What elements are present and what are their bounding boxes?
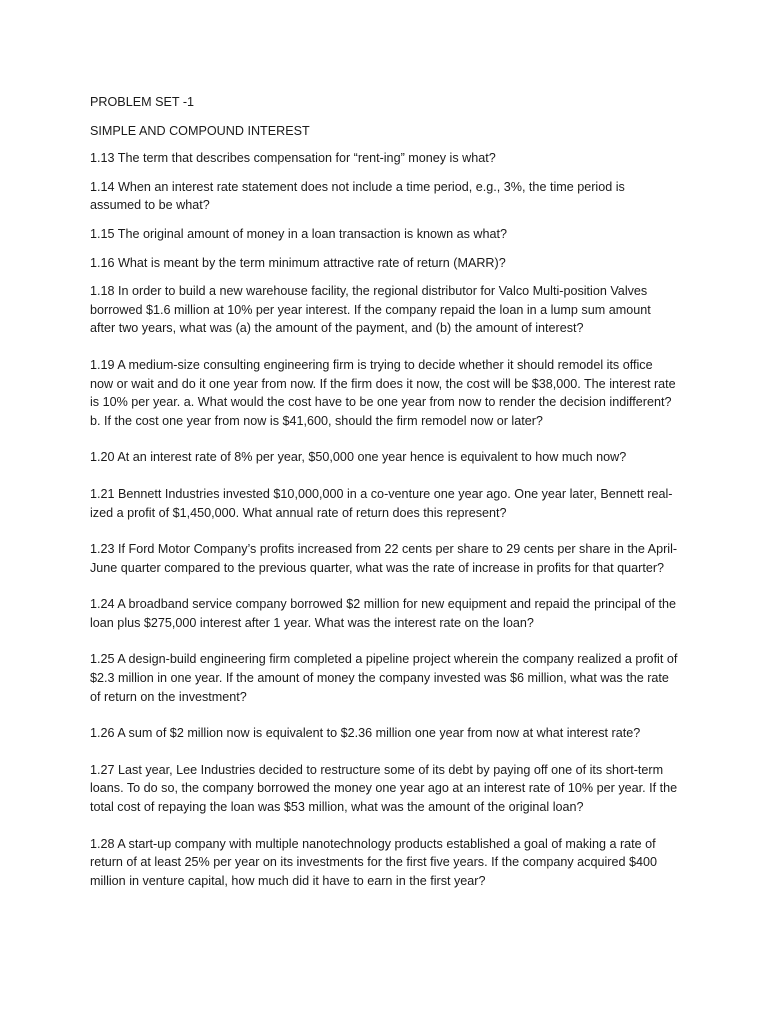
question-1-28: 1.28 A start-up company with multiple nanotechnology products established a goal of making a rate of return of at least 25% per year on its investments for the first five years. If the company acquired $400 million in venture capital, how much did it have to earn in the first year? bbox=[90, 836, 658, 888]
question-1-24: 1.24 A broadband service company borrowed $2 million for new equipment and repaid the principal of the loan plus $275,000 interest after 1 year. What was the interest rate on the loan? bbox=[90, 597, 676, 630]
question-1-27: 1.27 Last year, Lee Industries decided to restructure some of its debt by paying off one of its short-term loans. To do so, the company borrowed the money one year ago at an interest rate of 10% per year. If the total cost of repaying the loan was $53 million, what was the amount of the original loan? bbox=[90, 762, 678, 815]
question-1-26: 1.26 A sum of $2 million now is equivalent to $2.36 million one year from now at what interest rate? bbox=[90, 726, 641, 741]
question-1-16: 1.16 What is meant by the term minimum attractive rate of return (MARR)? bbox=[90, 255, 506, 270]
question-1-14: 1.14 When an interest rate statement does not include a time period, e.g., 3%, the time period is assumed to be what? bbox=[90, 179, 625, 213]
question-1-25: 1.25 A design-build engineering firm completed a pipeline project wherein the company realized a profit of $2.3 million in one year. If the amount of money the company invested was $6 million, what was the rate of return on the investment? bbox=[90, 652, 678, 704]
question-1-15: 1.15 The original amount of money in a loan transaction is known as what? bbox=[90, 226, 508, 241]
question-1-18: 1.18 In order to build a new warehouse facility, the regional distributor for Valco Multi-position Valves borrowed $1.6 million at 10% per year interest. If the company repaid the loan in a lump sum amount after two years, what was (a) the amount of the payment, and (b) the amount of interest? bbox=[90, 284, 651, 336]
question-1-13: 1.13 The term that describes compensation for “rent-ing” money is what? bbox=[90, 151, 496, 166]
question-1-21: 1.21 Bennett Industries invested $10,000,000 in a co-venture one year ago. One year later, Bennett real-ized a profit of $1,450,000. What annual rate of return does this represent? bbox=[90, 486, 673, 520]
section-subheading: SIMPLE AND COMPOUND INTEREST bbox=[90, 123, 310, 138]
question-1-20: 1.20 At an interest rate of 8% per year, $50,000 one year hence is equivalent to how much now? bbox=[90, 450, 627, 465]
problem-set-heading: PROBLEM SET -1 bbox=[90, 95, 195, 109]
question-1-23: 1.23 If Ford Motor Company’s profits increased from 22 cents per share to 29 cents per share in the April-June quarter compared to the previous quarter, what was the rate of increase in profits for that quarter? bbox=[90, 542, 678, 575]
document-body bbox=[90, 93, 678, 908]
question-1-19: 1.19 A medium-size consulting engineering firm is trying to decide whether it should remodel its office now or wait and do it one year from now. If the firm does it now, the cost will be $38,000. The interest rate is 10% per year. a. What would the cost have to be one year from now to render the decision indifferent? b. If the cost one year from now is $41,600, should the firm remodel now or later? bbox=[90, 357, 676, 428]
